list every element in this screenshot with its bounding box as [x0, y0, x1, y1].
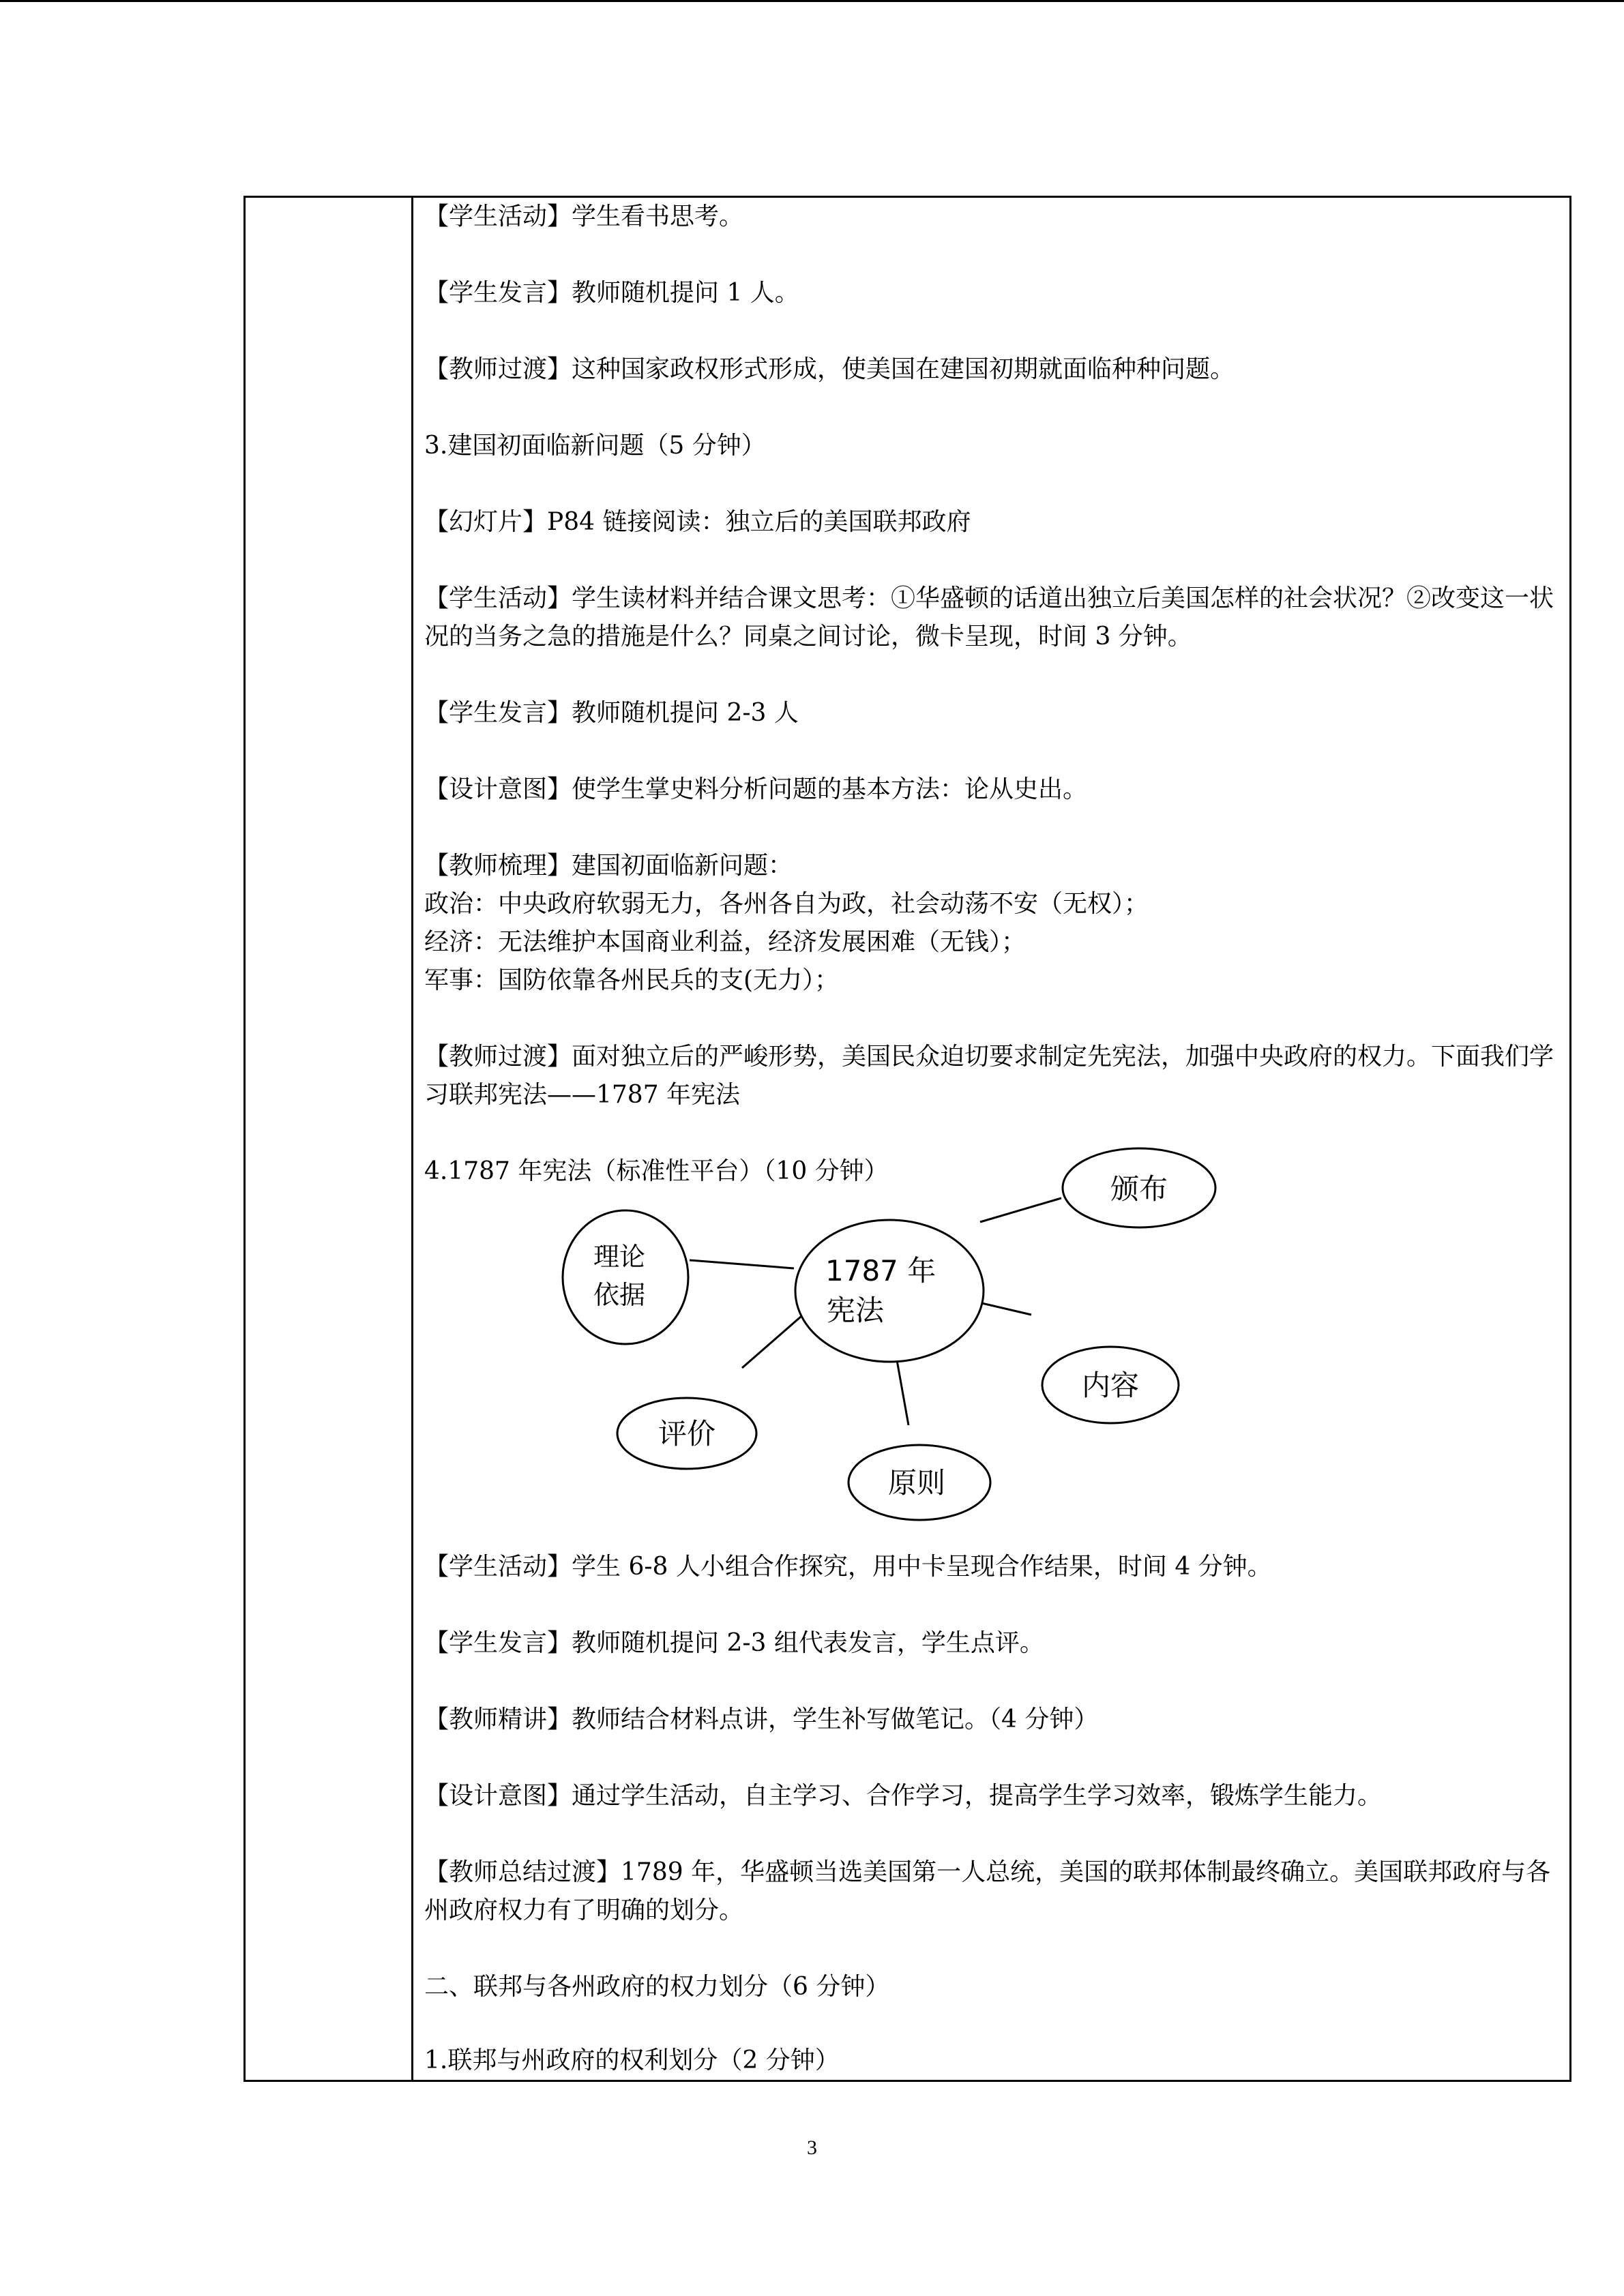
- paragraph-label: 【教师过渡】: [424, 1043, 572, 1071]
- paragraph-student-activity: [424, 1548, 1272, 1586]
- top-border-line: [0, 0, 1624, 2]
- lesson-content-cell: [424, 198, 1556, 2080]
- section-heading: [424, 1968, 889, 2006]
- section-heading: [424, 2042, 840, 2080]
- paragraph-text: 使学生掌史料分析问题的基本方法：论从史出。: [572, 775, 1088, 803]
- paragraph-teacher-summary-transition: [424, 1853, 1556, 1930]
- paragraph-text: 1.联邦与州政府的权利划分（2 分钟）: [424, 2046, 840, 2074]
- paragraph-text: 政治：中央政府软弱无力，各州各自为政，社会动荡不安（无权）；: [424, 890, 1149, 918]
- theory-label-line1: 理论: [593, 1242, 646, 1272]
- paragraph-label: 【学生活动】: [424, 203, 572, 230]
- paragraph-text: P84 链接阅读：独立后的美国联邦政府: [547, 508, 971, 536]
- paragraph-text: 通过学生活动，自主学习、合作学习，提高学生学习效率，锻炼学生能力。: [572, 1782, 1383, 1810]
- paragraph-label: 【幻灯片】: [424, 508, 548, 536]
- paragraph-text: 这种国家政权形式形成，使美国在建国初期就面临种种问题。: [572, 355, 1235, 383]
- page-number: 3: [807, 2136, 817, 2159]
- principle-label: 原则: [887, 1466, 946, 1500]
- paragraph-label: 【设计意图】: [424, 1782, 572, 1810]
- paragraph-teacher-lecture: [424, 1701, 1098, 1739]
- paragraph-label: 【教师总结过渡】: [424, 1858, 621, 1886]
- connector-promulgation: [980, 1198, 1061, 1222]
- paragraph-text: 教师随机提问 2-3 人: [572, 699, 799, 727]
- evaluation-label: 评价: [658, 1417, 716, 1450]
- paragraph-label: 【学生发言】: [424, 699, 572, 727]
- paragraph-text: 学生看书思考。: [572, 203, 744, 230]
- paragraph-label: 【教师梳理】: [424, 852, 572, 880]
- paragraph-label: 【设计意图】: [424, 775, 572, 803]
- paragraph-label: 【教师过渡】: [424, 355, 572, 383]
- theory-label-line2: 依据: [593, 1280, 646, 1310]
- paragraph-text: 4.1787 年宪法（标准性平台）（10 分钟）: [424, 1157, 889, 1185]
- paragraph-text: 学生读材料并结合课文思考：①华盛顿的话道出独立后美国怎样的社会状况？②改变这一状况的当务之急的措施是什么？同桌之间讨论，微卡呈现，时间 3 分钟。: [424, 584, 1554, 651]
- paragraph-text: 教师随机提问 1 人。: [572, 279, 799, 307]
- content-label: 内容: [1081, 1369, 1140, 1402]
- paragraph-text: 经济：无法维护本国商业利益，经济发展困难（无钱）；: [424, 928, 1027, 956]
- center-node: [795, 1220, 984, 1362]
- paragraph-label: 【教师精讲】: [424, 1705, 572, 1733]
- promulgation-label: 颁布: [1110, 1172, 1168, 1206]
- paragraph-text: 教师随机提问 2-3 组代表发言，学生点评。: [572, 1629, 1044, 1657]
- center-label-line2: 宪法: [827, 1294, 885, 1327]
- paragraph-text: 二、联邦与各州政府的权力划分（6 分钟）: [424, 1973, 890, 2001]
- paragraph-text: 建国初面临新问题：: [572, 852, 793, 880]
- center-label-line1: 1787 年: [825, 1254, 936, 1287]
- paragraph-text: 面对独立后的严峻形势，美国民众迫切要求制定先宪法，加强中央政府的权力。下面我们学习联邦宪法——1787 年宪法: [424, 1043, 1554, 1109]
- paragraph-label: 【学生活动】: [424, 1553, 572, 1581]
- paragraph-text: 3.建国初面临新问题（5 分钟）: [424, 432, 766, 460]
- connector-theory: [690, 1260, 794, 1268]
- paragraph-text: 军事：国防依靠各州民兵的支(无力）；: [424, 966, 840, 994]
- table-column-divider: [411, 196, 413, 2082]
- paragraph-text: 学生 6-8 人小组合作探究，用中卡呈现合作结果，时间 4 分钟。: [572, 1553, 1272, 1581]
- paragraph-student-speech: [424, 1624, 1044, 1663]
- node-theory: [563, 1210, 688, 1344]
- paragraph-label: 【学生发言】: [424, 279, 572, 307]
- paragraph-design-intent: [424, 1777, 1382, 1815]
- paragraph-text: 1789 年，华盛顿当选美国第一人总统，美国的联邦体制最终确立。美国联邦政府与各州政府权力有了明确的划分。: [424, 1858, 1551, 1924]
- paragraph-label: 【学生发言】: [424, 1629, 572, 1657]
- paragraph-label: 【学生活动】: [424, 584, 572, 612]
- paragraph-text: 教师结合材料点讲，学生补写做笔记。（4 分钟）: [572, 1705, 1099, 1733]
